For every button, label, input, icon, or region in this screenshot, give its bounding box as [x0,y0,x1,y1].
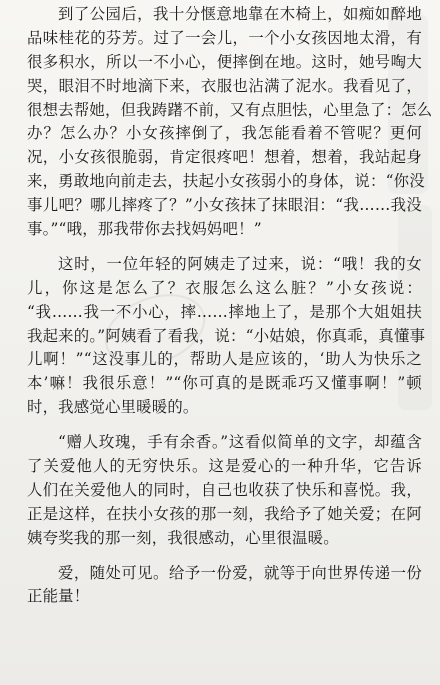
paragraph-4 [27,562,422,610]
essay-text [27,3,433,609]
paragraph-gap [27,242,422,253]
text-line: 到了公园后，我十分惬意地靠在木椅上，如痴如醉地 [58,5,422,23]
text-line: 很想去帮她，但我踌躇不前，又有点胆怯，心里急了：怎么 [27,100,433,119]
text-line: 品味桂花的芬芳。过了一会儿，一个小女孩因地太滑，有 [27,28,422,47]
text-line: 爱，随处可见。给予一份爱，就等于向世界传递一份 [58,563,422,582]
text-line: 姨夸奖我的那一刻，我很感动，心里很温暖。 [27,528,339,547]
paragraph-2 [27,253,426,420]
text-line: 这时，一位年轻的阿姨走了过来，说：“哦！我的女 [58,254,422,273]
text-line: 事儿吧？哪儿摔疼了？”小女孩抹了抹眼泪：“我……我没 [27,196,422,215]
paragraph-3 [27,431,422,550]
text-line: 时，我感觉心里暖暖的。 [27,398,199,417]
paragraph-gap [27,420,422,431]
text-line: 正是这样，在扶小女孩的那一刻，我给予了她关爱；在阿 [27,504,422,523]
text-line: 了关爱他人的无穷快乐。这是爱心的一种升华，它告诉 [27,457,422,476]
paragraph-1 [27,3,433,242]
text-line: 事。”“哦，那我带你去找妈妈吧！” [27,220,262,239]
text-line: 况，小女孩很脆弱，肯定很疼吧！想着，想着，我站起身 [27,148,422,167]
paragraph-gap [27,551,422,562]
text-line: 本’嘛！我很乐意！”“你可真的是既乖巧又懂事啊！”顿 [27,374,422,393]
text-line: 人们在关爱他人的同时，自己也收获了快乐和喜悦。我， [27,480,422,499]
text-line: “我……我一不小心，摔……摔地上了，是那个大姐姐扶 [27,302,422,321]
text-line: 来，勇敢地向前走去，扶起小女孩弱小的身体，说：“你没 [27,172,425,191]
text-line: 办？怎么办？小女孩摔倒了，我怎能看着不管呢？更何 [27,124,422,143]
text-line: 儿，你这是怎么了？衣服怎么这么脏？”小女孩说： [27,278,422,297]
text-line: 儿啊！”“这没事儿的，帮助人是应该的，‘助人为快乐之 [27,350,422,369]
text-line: 很多积水，所以一不小心，便摔倒在地。这时，她号啕大 [27,52,422,71]
text-line: 正能量！ [27,587,90,606]
text-line: 我起来的。”阿姨看了看我，说：“小姑娘，你真乖，真懂事 [27,326,426,345]
text-line: “赠人玫瑰，手有余香。”这看似简单的文字，却蕴含 [58,433,422,452]
text-line: 哭，眼泪不时地滴下来，衣服也沾满了泥水。我看见了， [27,76,422,95]
